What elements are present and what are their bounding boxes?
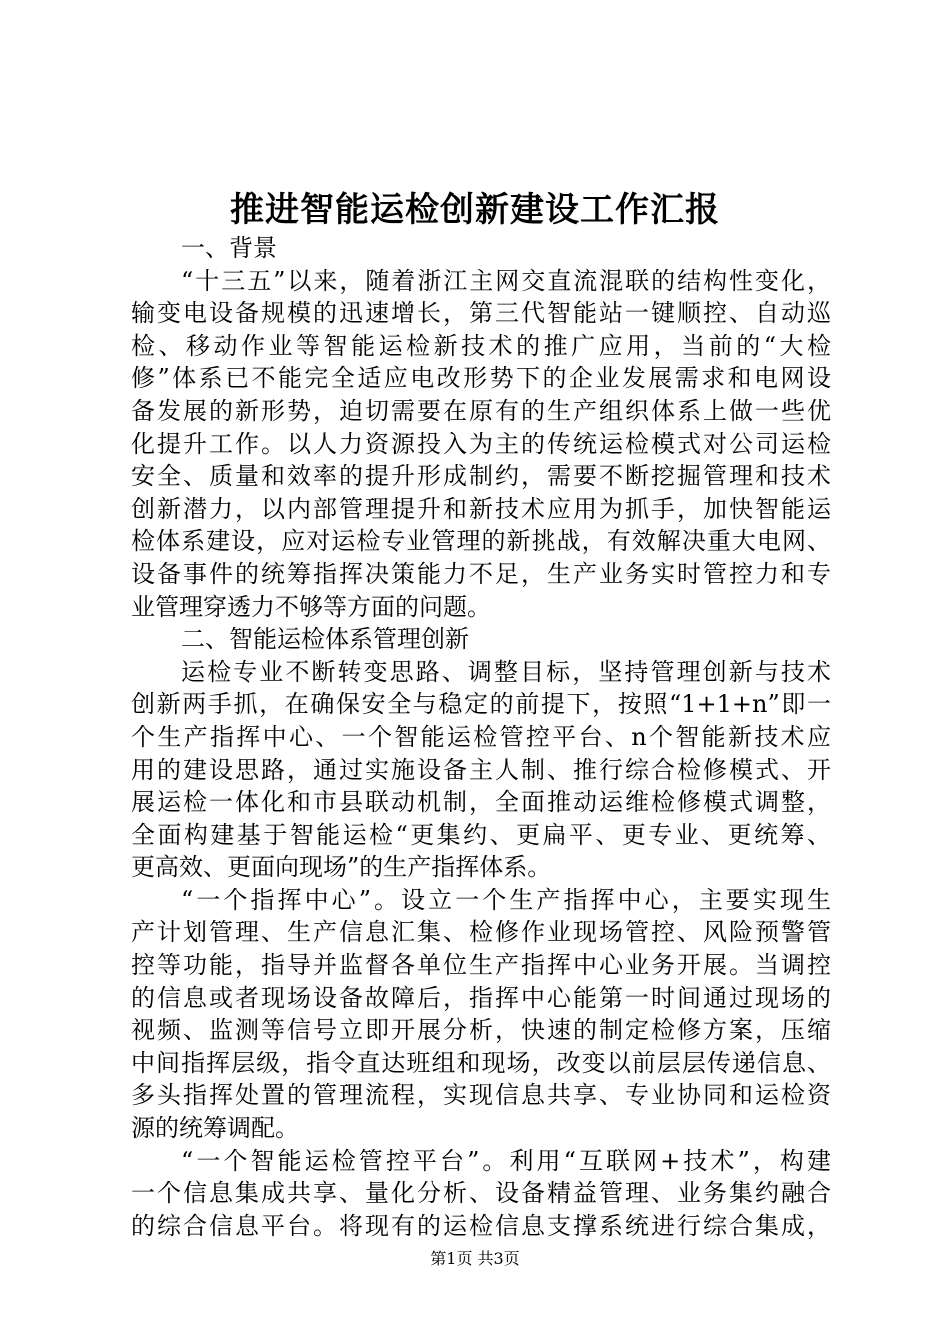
text-line: 源的统筹调配。 [131,1114,299,1143]
text-line: 业管理穿透力不够等方面的问题。 [131,592,491,621]
text-line: “十三五”以来，随着浙江主网交直流混联的结构性变化， [181,266,831,295]
text-line: “一个指挥中心”。设立一个生产指挥中心，主要实现生 [181,885,831,914]
text-line: 多头指挥处置的管理流程，实现信息共享、专业协同和运检资 [131,1081,831,1110]
text-line: 的信息或者现场设备故障后，指挥中心能第一时间通过现场的 [131,983,831,1012]
text-line: 展运检一体化和市县联动机制，全面推动运维检修模式调整， [131,788,831,817]
text-line: 安全、质量和效率的提升形成制约，需要不断挖掘管理和技术 [131,462,831,491]
text-line: 创新潜力，以内部管理提升和新技术应用为抓手，加快智能运 [131,494,831,523]
text-line: 全面构建基于智能运检“更集约、更扁平、更专业、更统筹、 [131,820,831,849]
text-line: 备发展的新形势，迫切需要在原有的生产组织体系上做一些优 [131,396,831,425]
text-line: 更高效、更面向现场”的生产指挥体系。 [131,853,552,882]
text-line: 化提升工作。以人力资源投入为主的传统运检模式对公司运检 [131,429,831,458]
document-body [131,232,831,1242]
section-heading: 一、背景 [181,234,277,262]
text-line: 输变电设备规模的迅速增长，第三代智能站一键顺控、自动巡 [131,299,831,328]
text-line: 检体系建设，应对运检专业管理的新挑战，有效解决重大电网、 [131,527,831,556]
text-line: 修”体系已不能完全适应电改形势下的企业发展需求和电网设 [131,364,831,393]
text-line: 个生产指挥中心、一个智能运检管控平台、n个智能新技术应 [131,722,831,751]
text-line: 用的建设思路，通过实施设备主人制、推行综合检修模式、开 [131,755,831,784]
text-line: 一个信息集成共享、量化分析、设备精益管理、业务集约融合 [131,1179,831,1208]
document-title: 推进智能运检创新建设工作汇报 [230,190,720,230]
text-line: 的综合信息平台。将现有的运检信息支撑系统进行综合集成， [131,1211,831,1240]
text-line: 产计划管理、生产信息汇集、检修作业现场管控、风险预警管 [131,918,831,947]
text-line: 中间指挥层级，指令直达班组和现场，改变以前层层传递信息、 [131,1048,831,1077]
text-line: 检、移动作业等智能运检新技术的推广应用，当前的“大检 [131,331,831,360]
text-line: 运检专业不断转变思路、调整目标，坚持管理创新与技术 [181,657,831,686]
text-line: 设备事件的统筹指挥决策能力不足，生产业务实时管控力和专 [131,559,831,588]
section-heading: 二、智能运检体系管理创新 [181,625,469,654]
text-line: 视频、监测等信号立即开展分析，快速的制定检修方案，压缩 [131,1016,831,1045]
text-line: 创新两手抓，在确保安全与稳定的前提下，按照“1+1+n”即一 [131,690,831,719]
page-footer: 第1页 共3页 [430,1249,520,1268]
text-line: “一个智能运检管控平台”。利用“互联网+技术”，构建 [181,1146,831,1175]
text-line: 控等功能，指导并监督各单位生产指挥中心业务开展。当调控 [131,951,831,980]
